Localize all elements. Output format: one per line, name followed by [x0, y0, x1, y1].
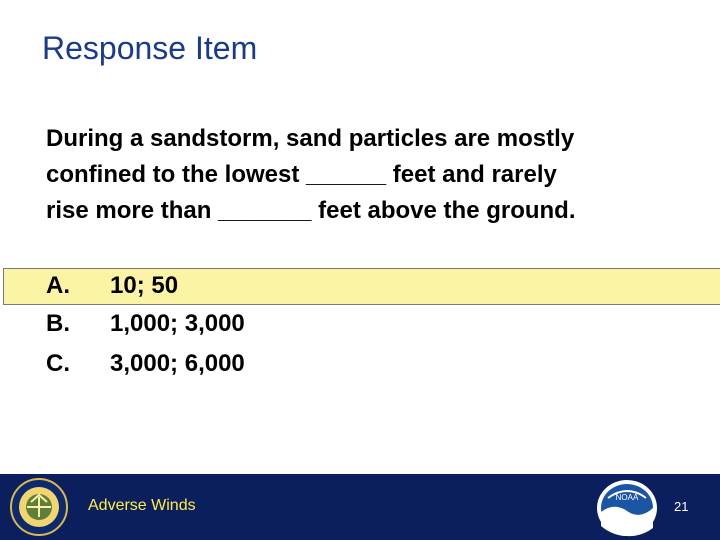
option-text: 10; 50: [110, 272, 179, 299]
page-title: Response Item: [42, 30, 258, 66]
question-line-2: confined to the lowest ______ feet and rarely: [46, 161, 557, 188]
question-line-3: rise more than _______ feet above the ground.: [46, 197, 576, 224]
option-text: 1,000; 3,000: [110, 310, 245, 337]
footer-bar: [0, 474, 720, 540]
option-text: 3,000; 6,000: [110, 350, 245, 377]
faa-seal-icon: [10, 478, 68, 536]
svg-text:NOAA: NOAA: [615, 493, 639, 502]
option-letter: C.: [46, 350, 70, 377]
question-text: [46, 121, 686, 229]
page-number: 21: [674, 499, 689, 514]
question-line-1: During a sandstorm, sand particles are mostly: [46, 125, 575, 152]
option-letter: B.: [46, 310, 70, 337]
noaa-logo-icon: [594, 478, 660, 538]
option-letter: A.: [46, 272, 70, 299]
footer-label: Adverse Winds: [88, 497, 196, 514]
